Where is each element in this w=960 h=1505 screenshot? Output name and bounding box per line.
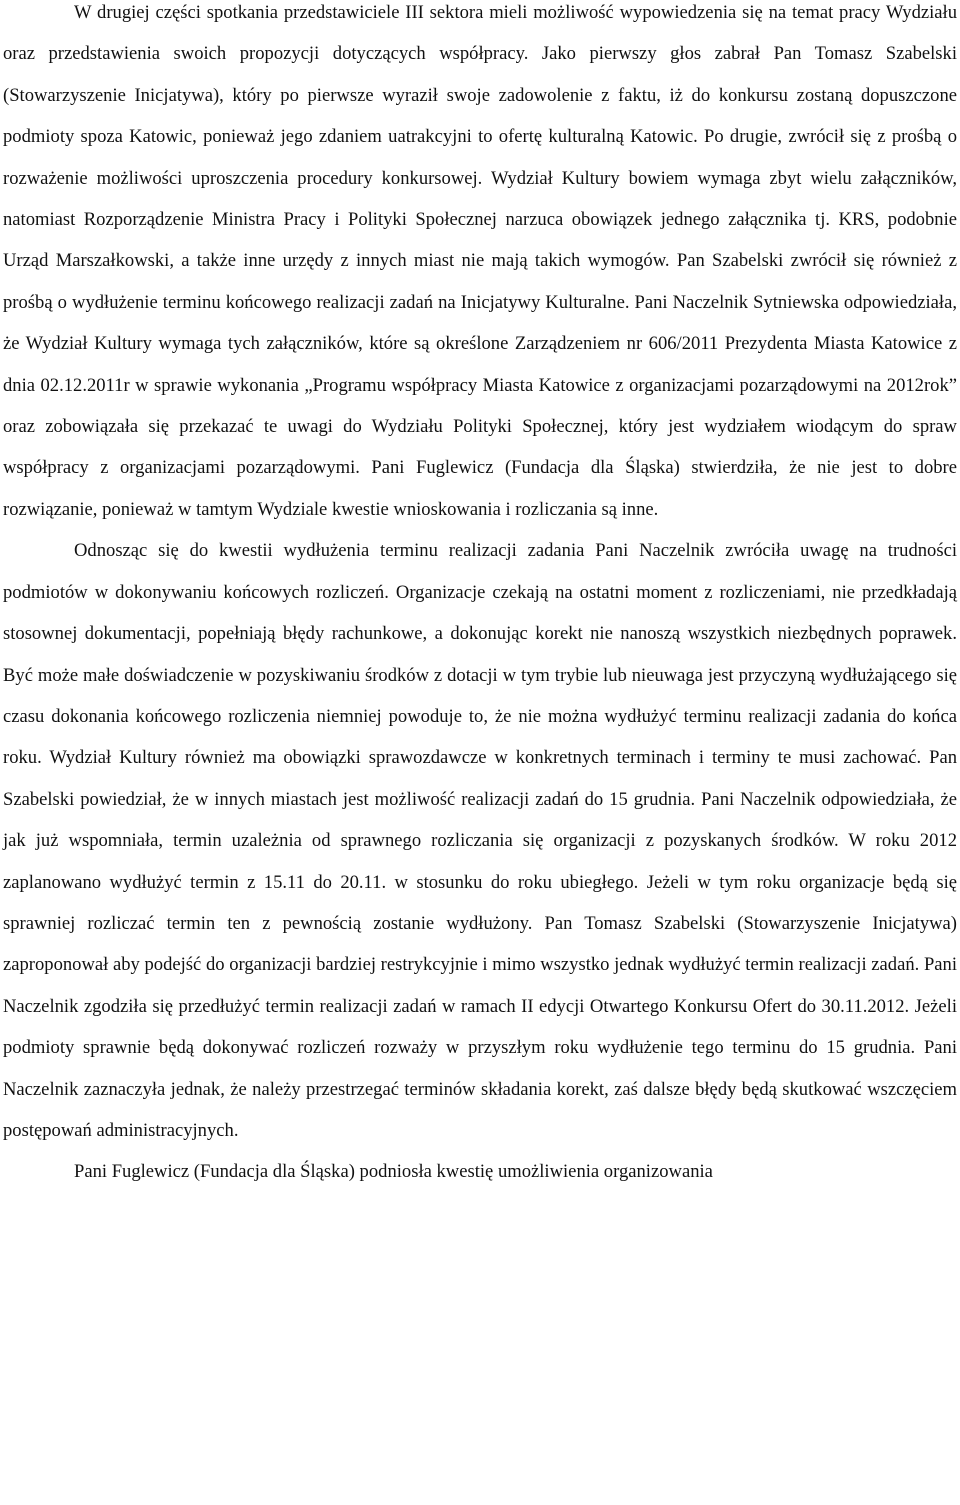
paragraph-deadline-extension: Odnosząc się do kwestii wydłużenia terminu realizacji zadania Pani Naczelnik zwróciła uwagę na trudności podmiotów w dokonywaniu końcowych rozliczeń. Organizacje czekają na ostatni moment z rozliczeniami, nie przedkładają stosownej dokumentacji, popełniają błędy rachunkowe, a dokonując korekt nie nanoszą wszystkich niezbędnych poprawek. Być może małe doświadczenie w pozyskiwaniu środków z dotacji w tym trybie lub nieuwaga jest przyczyną wydłużającego się czasu dokonania końcowego rozliczenia niemniej powoduje to, że nie można wydłużyć terminu realizacji zadania do końca roku. Wydział Kultury również ma obowiązki sprawozdawcze w konkretnych terminach i terminy te musi zachować. Pan Szabelski powiedział, że w innych miastach jest możliwość realizacji zadań do 15 grudnia. Pani Naczelnik odpowiedziała, że jak już wspomniała, termin uzależnia od sprawnego rozliczania się organizacji z pozyskanych środków. W roku 2012 zaplanowano wydłużyć termin z 15.11 do 20.11. w stosunku do roku ubiegłego. Jeżeli w tym roku organizacje będą się sprawniej rozliczać termin ten z pewnością zostanie wydłużony. Pan Tomasz Szabelski (Stowarzyszenie Inicjatywa) zaproponował aby podejść do organizacji bardziej restrykcyjnie i mimo wszystko jednak wydłużyć termin realizacji zadań. Pani Naczelnik zgodziła się przedłużyć termin realizacji zadań w ramach II edycji Otwartego Konkursu Ofert do 30.11.2012. Jeżeli podmioty sprawnie będą dokonywać rozliczeń rozważy w przyszłym roku wydłużenie tego terminu do 15 grudnia. Pani Naczelnik zaznaczyła jednak, że należy przestrzegać terminów składania korekt, zaś dalsze błędy będą skutkować wszczęciem postępowań administracyjnych. — [3, 540, 957, 1141]
paragraph-attachments-discussion: W drugiej części spotkania przedstawiciele III sektora mieli możliwość wypowiedzenia się na temat pracy Wydziału oraz przedstawienia swoich propozycji dotyczących współpracy. Jako pierwszy głos zabrał Pan Tomasz Szabelski (Stowarzyszenie Inicjatywa), który po pierwsze wyraził swoje zadowolenie z faktu, iż do konkursu zostaną dopuszczone podmioty spoza Katowic, ponieważ jego zdaniem uatrakcyjni to ofertę kulturalną Katowic. Po drugie, zwrócił się z prośbą o rozważenie możliwości uproszczenia procedury konkursowej. Wydział Kultury bowiem wymaga zbyt wielu załączników, natomiast Rozporządzenie Ministra Pracy i Polityki Społecznej narzuca obowiązek jednego załącznika tj. KRS, podobnie Urząd Marszałkowski, a także inne urzędy z innych miast nie mają takich wymogów. Pan Szabelski zwrócił się również z prośbą o wydłużenie terminu końcowego realizacji zadań na Inicjatywy Kulturalne. Pani Naczelnik Sytniewska odpowiedziała, że Wydział Kultury wymaga tych załączników, które są określone Zarządzeniem nr 606/2011 Prezydenta Miasta Katowice z dnia 02.12.2011r w sprawie wykonania „Programu współpracy Miasta Katowice z organizacjami pozarządowymi na 2012rok” oraz zobowiązała się przekazać te uwagi do Wydziału Polityki Społecznej, który jest wydziałem wiodącym do spraw współpracy z organizacjami pozarządowymi. Pani Fuglewicz (Fundacja dla Śląska) stwierdziła, że nie jest to dobre rozwiązanie, ponieważ w tamtym Wydziale kwestie wnioskowania i rozliczania są inne. — [3, 2, 957, 520]
paragraph-fuglewicz-issue: Pani Fuglewicz (Fundacja dla Śląska) podniosła kwestię umożliwienia organizowania — [74, 1161, 713, 1183]
document-page — [3, 0, 957, 1193]
